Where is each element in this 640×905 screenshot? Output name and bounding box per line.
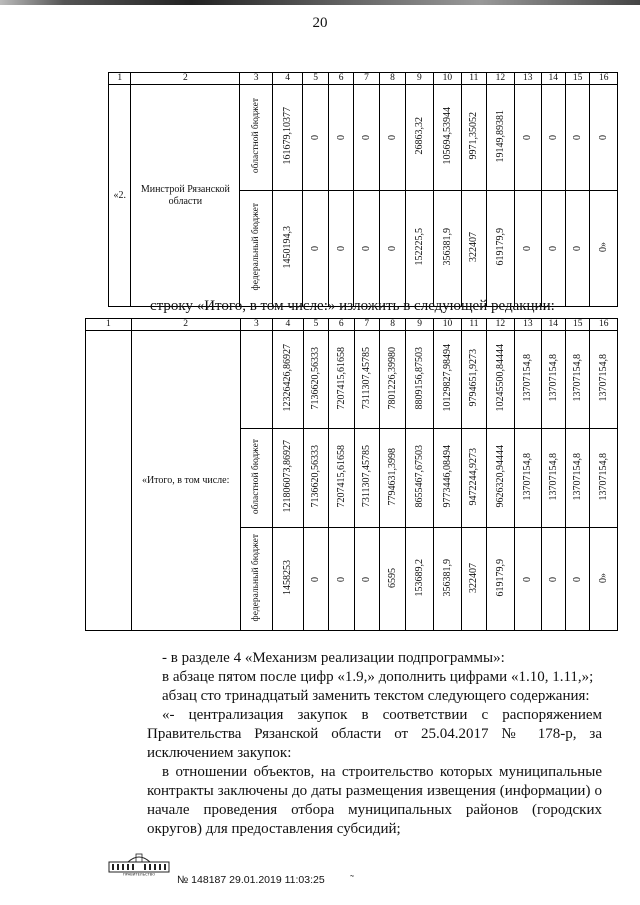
- table-cell: 26863,32: [413, 117, 425, 155]
- table-cell: 7136620,56333: [310, 445, 322, 508]
- table-cell: 322407: [468, 232, 480, 262]
- table-cell: 0: [386, 135, 398, 140]
- paragraph-replace: абзац сто тринадцатый заменить текстом следующего содержания:: [162, 688, 590, 704]
- column-number-row: 1 2 3 4 5 6 7 8 9 10 11 12 13 14 15 16: [109, 73, 618, 85]
- table-cell: 9773446,08494: [442, 445, 454, 508]
- table-cell: 161679,10377: [282, 107, 294, 165]
- budget-label: областной бюджет: [251, 98, 262, 174]
- table-cell: 0: [361, 135, 372, 140]
- table-itogo: [85, 318, 618, 631]
- column-number-row: 1 2 3 4 5 6 7 8 9 10 11 12 13 14 15 16: [86, 319, 618, 331]
- table-cell: 13707154,8: [572, 354, 584, 402]
- table-cell: 0»: [598, 572, 610, 583]
- table-cell: 7794631,3998: [387, 447, 399, 506]
- table-cell: 0: [335, 135, 347, 140]
- table-cell: 7801226,39980: [387, 346, 399, 410]
- table-cell: 8809156,87503: [414, 346, 426, 410]
- table-cell: 0: [547, 135, 559, 140]
- table-cell: 13707154,8: [547, 452, 559, 501]
- budget-label: областной бюджет: [251, 438, 262, 515]
- row-index: [86, 331, 132, 631]
- table-cell: 105694,53944: [441, 107, 453, 165]
- table-cell: 0: [522, 576, 534, 582]
- row-name: «Итого, в том числе:: [131, 331, 240, 631]
- table-cell: 0: [386, 246, 398, 251]
- table-cell: 322407: [468, 562, 480, 593]
- table-cell: 13707154,8: [547, 354, 559, 402]
- table-cell: 0: [522, 135, 534, 140]
- budget-label: федеральный бюджет: [251, 533, 262, 622]
- budget-label: федеральный бюджет: [251, 203, 262, 291]
- table-cell: 13707154,8: [522, 354, 534, 402]
- document-reference: № 148187 29.01.2019 11:03:25: [177, 874, 325, 886]
- table-cell: 9472244,9273: [468, 447, 480, 506]
- page-number: 20: [312, 15, 328, 31]
- table-cell: 10129827,98494: [442, 344, 454, 412]
- table-cell: 0: [335, 246, 347, 251]
- table-cell: 7207415,61658: [335, 445, 347, 508]
- table-cell: 6595: [387, 567, 399, 588]
- pen-mark: ˜: [350, 872, 354, 886]
- table-row: [109, 85, 618, 191]
- table-cell: 0: [547, 246, 559, 251]
- table-cell: 13707154,8: [522, 452, 534, 501]
- table-cell: 13707154,8: [598, 452, 610, 501]
- row-index: «2.: [109, 85, 131, 307]
- table-cell: 12180607З,86927: [282, 440, 294, 513]
- table-cell: 356381,9: [442, 558, 454, 597]
- table-cell: 7311307,45785: [361, 445, 373, 508]
- scan-edge: [0, 0, 640, 5]
- table-cell: 8655467,67503: [414, 445, 426, 508]
- table-cell: 7311307,45785: [361, 346, 373, 410]
- table-cell: 19149,89381: [494, 109, 506, 163]
- table-cell: 0: [310, 576, 322, 582]
- government-stamp-icon: [108, 852, 170, 876]
- svg-text:ПРАВИТЕЛЬСТВО: ПРАВИТЕЛЬСТВО: [122, 872, 156, 876]
- table-cell: 153689,2: [414, 558, 426, 597]
- table-cell: 9794651,9273: [468, 349, 480, 407]
- paragraph-centralization: «- централизация закупок в соответствии с распоряжением Правительства Рязанской области от 25.04.2017 № 178-р, за исключением закупок:: [147, 707, 602, 761]
- table-row: [86, 331, 618, 429]
- table-cell: 0: [547, 576, 559, 582]
- table-cell: 152225,5: [413, 228, 425, 266]
- table-cell: 0»: [598, 242, 610, 252]
- table-cell: 619179,9: [494, 558, 506, 597]
- table-cell: 0: [522, 246, 534, 251]
- table-cell: 12326426,86927: [282, 344, 294, 412]
- table-cell: 13707154,8: [598, 354, 610, 402]
- table-cell: 0: [572, 135, 584, 140]
- table-cell: 0: [572, 576, 584, 582]
- table-cell: 13707154,8: [572, 452, 584, 501]
- table-cell: 9626320,94444: [494, 445, 506, 508]
- table-cell: 619179,9: [494, 228, 506, 266]
- instruction-line: строку «Итого, в том числе:» изложить в следующей редакции:: [150, 298, 555, 314]
- table-cell: 0: [310, 246, 322, 251]
- table-cell: 0: [361, 246, 372, 251]
- table-cell: 356381,9: [441, 228, 453, 266]
- table-cell: 1458253: [282, 560, 294, 595]
- paragraph-section4: - в разделе 4 «Механизм реализации подпрограммы»:: [162, 650, 505, 666]
- paragraph-digits: в абзаце пятом после цифр «1.9,» дополнить цифрами «1.10, 1.11,»;: [162, 669, 594, 685]
- table-cell: 7136620,56333: [310, 346, 322, 410]
- table-cell: 0: [598, 135, 610, 140]
- paragraph-objects: в отношении объектов, на строительство которых муниципальные контракты заключены до даты размещения извещения (информации) о начале проведения отбора муниципальных районов (городских округов) для предоставления субсидий;: [147, 764, 602, 837]
- table-minstroy: [108, 72, 618, 307]
- table-cell: 0: [572, 246, 584, 251]
- table-cell: 9971,35052: [468, 112, 480, 160]
- table-cell: 1450194,3: [282, 225, 294, 269]
- row-name: Минстрой Рязанской области: [131, 85, 240, 307]
- table-cell: 0: [361, 576, 373, 582]
- table-cell: 0: [335, 576, 347, 582]
- table-cell: 7207415,61658: [335, 346, 347, 410]
- table-cell: 0: [310, 135, 322, 140]
- table-cell: 10245500,84444: [494, 344, 506, 412]
